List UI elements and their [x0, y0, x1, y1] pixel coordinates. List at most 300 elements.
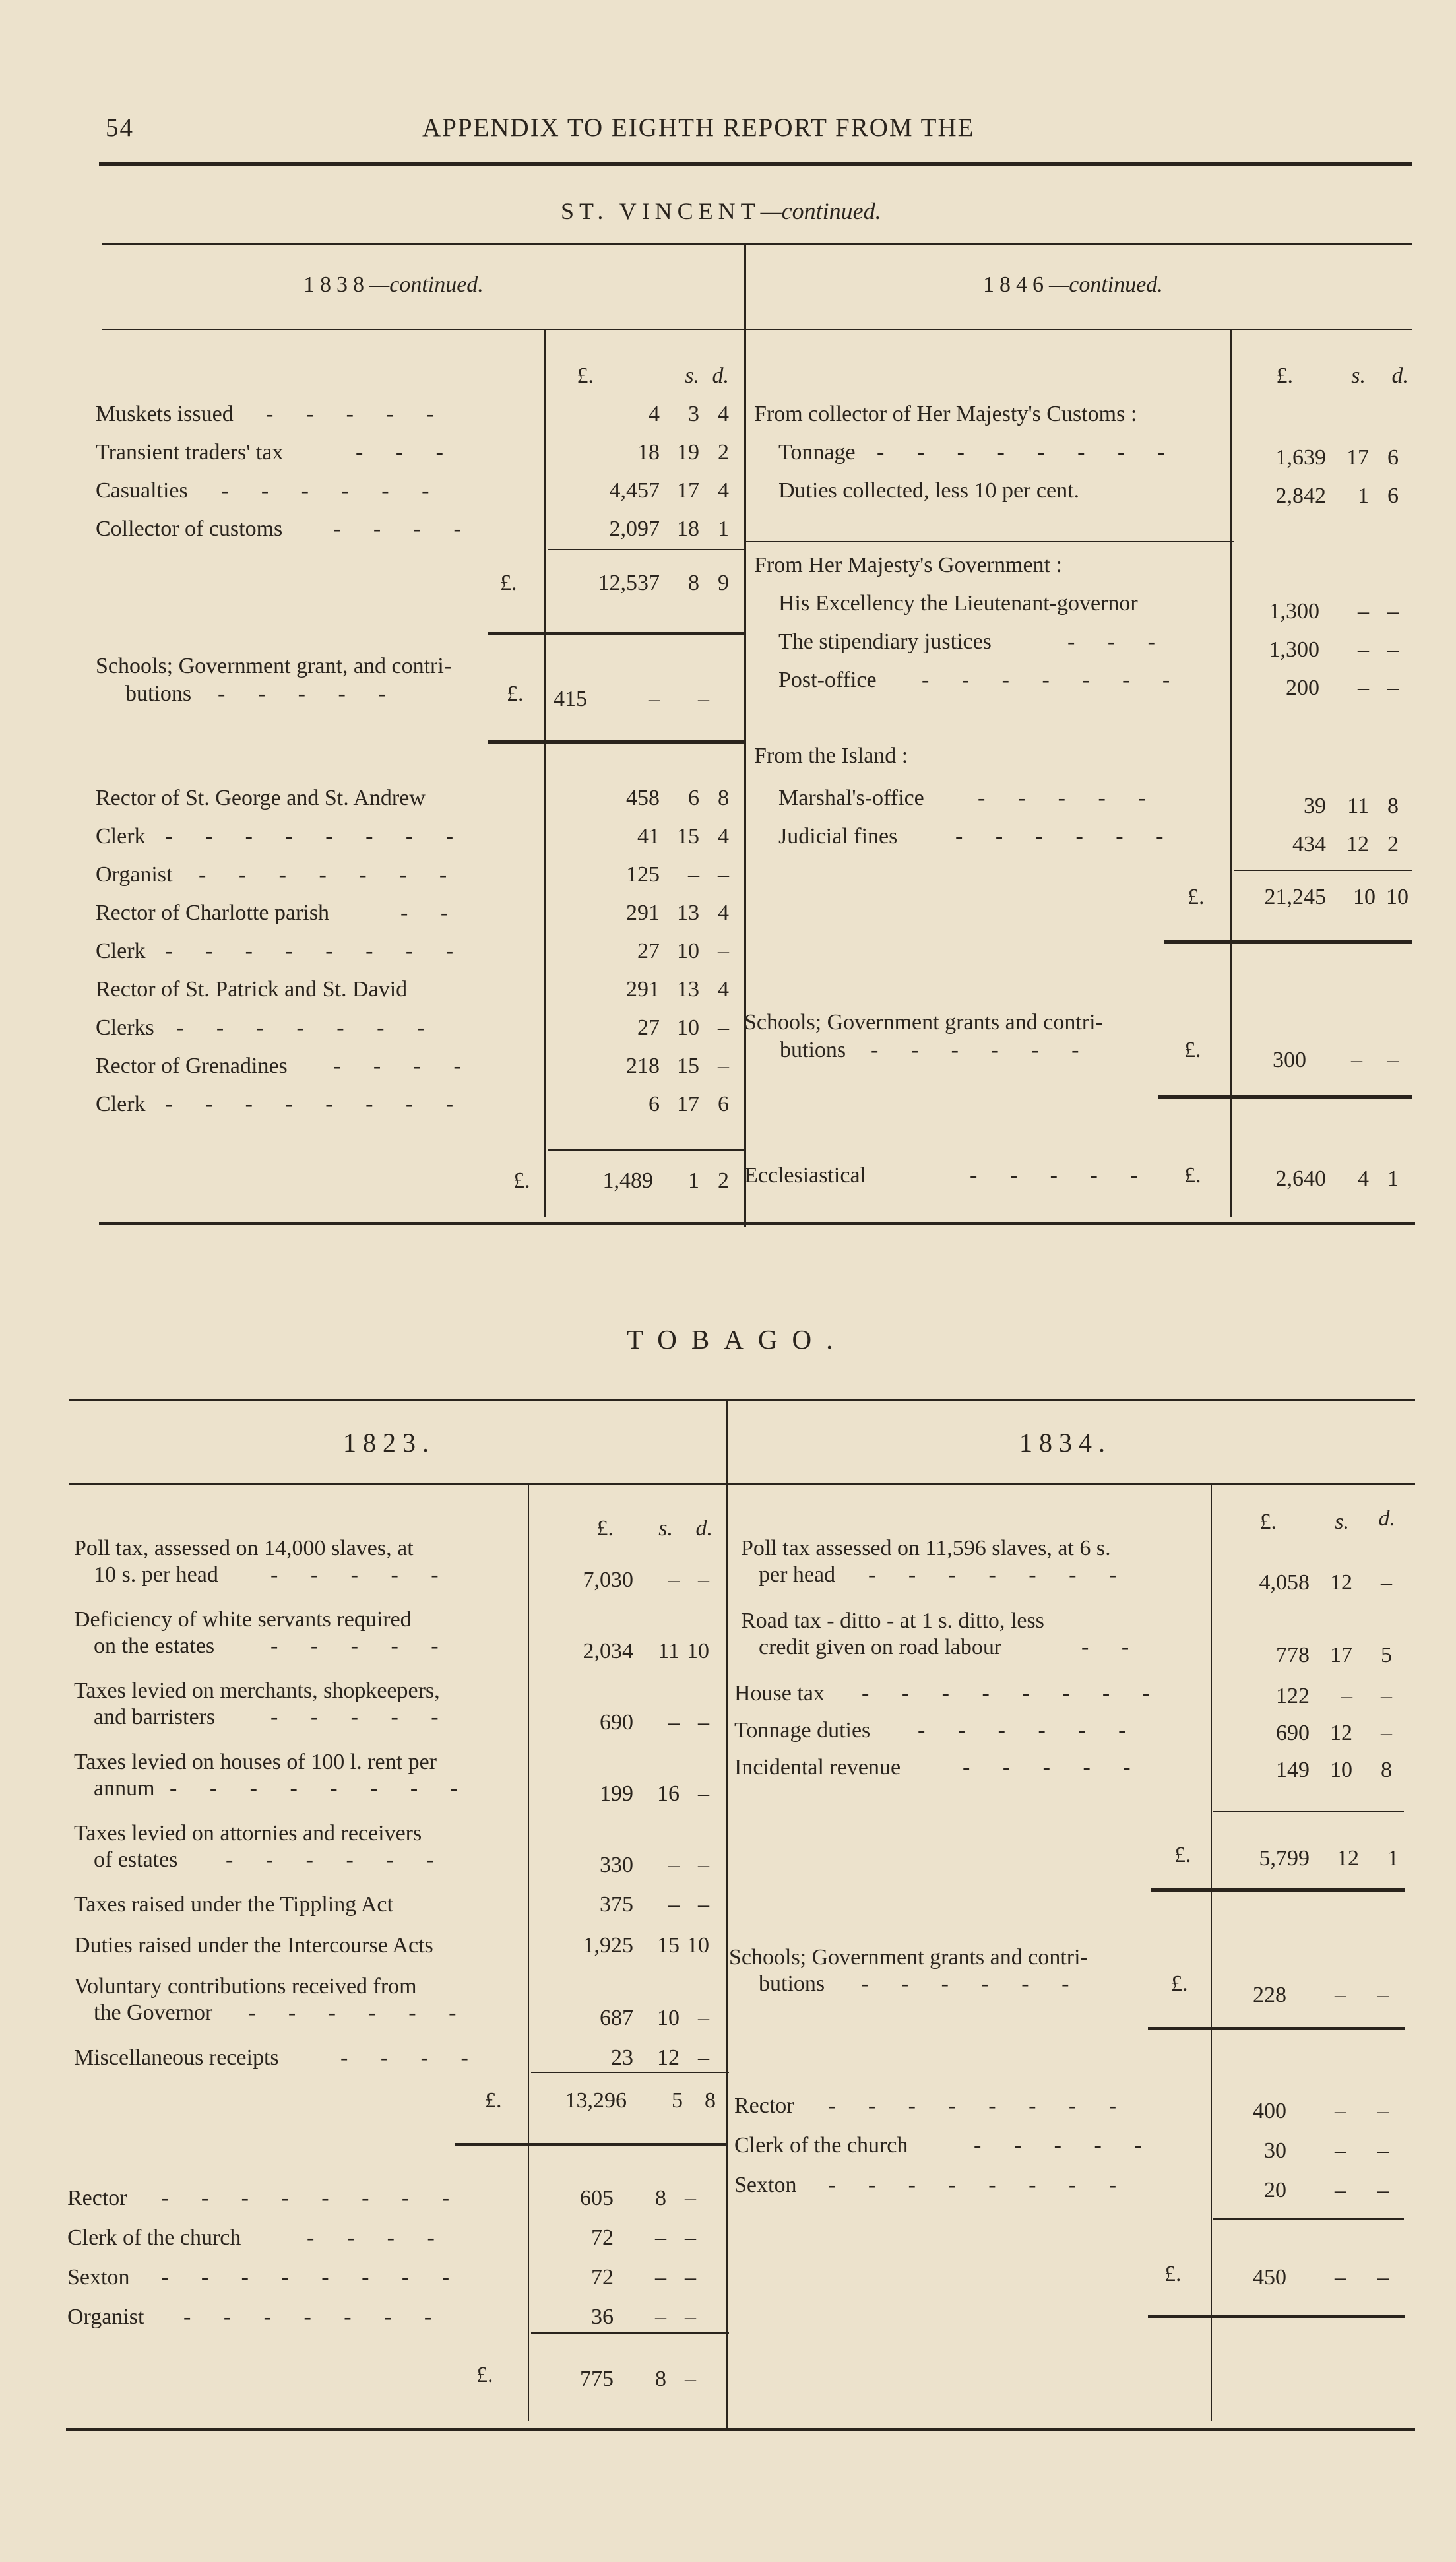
- sv-right-island-row-pence: 8: [1387, 794, 1399, 818]
- tb-right-ecc-leader: - - - - - - - -: [828, 2094, 1121, 2118]
- sv-right-total-shillings: 10: [1353, 885, 1376, 909]
- sv-left-ecc-row-shillings: 17: [677, 1092, 699, 1116]
- tb-right-schools-shillings: –: [1335, 1983, 1346, 2007]
- tb-left-row-pence: –: [698, 1781, 709, 1806]
- tobago-title: TOBAGO.: [627, 1324, 848, 1355]
- tb-right-subtotal-rule: [1213, 1811, 1404, 1812]
- tb-right-total1-shillings: 12: [1337, 1846, 1359, 1871]
- tb-left-row-line2: the Governor: [94, 2001, 213, 2025]
- tb-left-row-line1: Taxes levied on houses of 100 l. rent per: [74, 1750, 437, 1774]
- sv-left-row-shillings: 3: [688, 402, 699, 426]
- tb-left-ecc-row-shillings: –: [655, 2265, 666, 2290]
- sv-left-schools-pounds: 415: [554, 687, 587, 711]
- sv-left-ecc-row-pence: 4: [718, 901, 729, 925]
- sv-right-customs-row-shillings: 17: [1346, 445, 1369, 470]
- tb-right-ecc-row-shillings: –: [1335, 2099, 1346, 2123]
- header-rule: [99, 162, 1412, 166]
- page-title: APPENDIX TO EIGHTH REPORT FROM THE: [422, 113, 975, 142]
- sv-left-row-label: Transient traders' tax: [96, 440, 284, 464]
- sv-right-island-heading: From the Island :: [754, 744, 908, 768]
- sv-left-schools-pence: –: [698, 687, 709, 711]
- tb-right-row-pounds: 690: [1276, 1721, 1310, 1745]
- tb-right-row-pence: –: [1381, 1570, 1392, 1595]
- sv-left-ecc-leader: - - - - - - - -: [165, 939, 458, 963]
- sv-left-shillings-header: s.: [685, 364, 699, 388]
- tb-left-shillings-header: s.: [658, 1516, 673, 1541]
- stvincent-subheader-rule: [102, 329, 1412, 330]
- tb-left-ecc-row-pounds: 72: [591, 2226, 614, 2250]
- tb-left-ecc-row-pounds: 605: [580, 2186, 614, 2210]
- tb-left-ecc-row-pence: –: [685, 2305, 696, 2329]
- stvincent-right-year: 1846—continued.: [983, 272, 1163, 297]
- tb-right-row-pounds: 149: [1276, 1758, 1310, 1782]
- sv-right-schools-pence: –: [1387, 1048, 1399, 1072]
- tb-left-ecc-row-pence: –: [685, 2226, 696, 2250]
- tb-right-pounds-header: £.: [1259, 1510, 1277, 1534]
- sv-right-govt-row-shillings: –: [1358, 676, 1369, 700]
- sv-right-island-row-pounds: 434: [1292, 832, 1326, 856]
- tb-left-row-pounds: 199: [600, 1781, 633, 1806]
- tb-right-row-pounds: 122: [1276, 1684, 1310, 1708]
- sv-right-island-row-pounds: 39: [1304, 794, 1326, 818]
- tb-right-total2-label: £.: [1164, 2262, 1182, 2286]
- sv-left-row-shillings: 17: [677, 478, 699, 503]
- sv-right-ecc-pounds: 2,640: [1275, 1167, 1326, 1191]
- sv-right-ecc-shillings: 4: [1358, 1167, 1369, 1191]
- tb-right-row-line1: Poll tax assessed on 11,596 slaves, at 6 s.: [741, 1536, 1111, 1560]
- sv-right-govt-row-pounds: 1,300: [1269, 637, 1319, 662]
- sv-left-ecc-label: Rector of Charlotte parish: [96, 901, 330, 925]
- sv-right-schools-line1: Schools; Government grants and contri-: [744, 1010, 1103, 1035]
- tobago-left-year: 1823.: [343, 1428, 435, 1457]
- tb-left-row-pence: 10: [687, 1639, 709, 1663]
- sv-left-total2-label: £.: [513, 1169, 530, 1193]
- tb-right-row-leader: - - - - - - -: [868, 1562, 1121, 1587]
- tb-right-ecc-leader: - - - - - - - -: [828, 2173, 1121, 2197]
- sv-left-row-label: Muskets issued: [96, 402, 234, 426]
- sv-left-schools-cur: £.: [507, 682, 524, 706]
- sv-left-ecc-row-pence: –: [718, 1015, 729, 1040]
- tobago-bottom-rule: [66, 2428, 1415, 2431]
- sv-left-pounds-header: £.: [577, 364, 594, 388]
- tb-left-row-pounds: 23: [611, 2045, 633, 2070]
- tb-left-row-line1: Taxes levied on attornies and receivers: [74, 1821, 422, 1845]
- tb-left-row-pounds: 330: [600, 1853, 633, 1877]
- tb-left-ecc-row-shillings: 8: [655, 2186, 666, 2210]
- sv-left-ecc-row-pounds: 218: [626, 1054, 660, 1078]
- sv-right-customs-heading: From collector of Her Majesty's Customs :: [754, 402, 1137, 426]
- tb-right-row-line1: Tonnage duties: [734, 1718, 871, 1743]
- sv-right-island-row-shillings: 12: [1346, 832, 1369, 856]
- tobago-top-rule: [69, 1399, 1415, 1401]
- tobago-right-year: 1834.: [1019, 1428, 1112, 1457]
- stvincent-left-year: 1838—continued.: [303, 272, 484, 297]
- sv-right-customs-row-pounds: 2,842: [1275, 484, 1326, 508]
- sv-right-govt-row-shillings: –: [1358, 637, 1369, 662]
- sv-left-schools-line2: butions: [125, 682, 192, 706]
- sv-left-ecc-row-shillings: –: [688, 862, 699, 887]
- sv-left-total1-label: £.: [500, 571, 517, 595]
- stvincent-bottom-rule: [99, 1222, 1415, 1225]
- sv-left-row-pounds: 18: [637, 440, 660, 464]
- sv-left-ecc-row-pence: –: [718, 1054, 729, 1078]
- tb-left-ecc-leader: - - - - - - -: [183, 2305, 436, 2329]
- tb-right-row-pence: 5: [1381, 1643, 1392, 1667]
- tb-left-row-shillings: 10: [657, 2006, 680, 2030]
- sv-left-ecc-row-pounds: 41: [637, 824, 660, 849]
- tb-left-row-pence: –: [698, 2006, 709, 2030]
- tb-right-row-line2: per head: [759, 1562, 836, 1587]
- tb-left-row-shillings: –: [668, 1568, 680, 1592]
- tb-left-ecc-subtotal-rule: [531, 2332, 729, 2334]
- sv-left-schools-rule: [488, 740, 745, 744]
- tb-left-row-pence: 10: [687, 1933, 709, 1958]
- sv-left-ecc-label: Clerk: [96, 1092, 146, 1116]
- tb-right-total2-shillings: –: [1335, 2265, 1346, 2290]
- tb-right-ecc-label: Sexton: [734, 2173, 797, 2197]
- tb-right-ecc-row-pence: –: [1377, 2138, 1389, 2163]
- tb-left-row-pence: –: [698, 2045, 709, 2070]
- sv-left-ecc-row-pence: 6: [718, 1092, 729, 1116]
- sv-left-ecc-row-shillings: 6: [688, 786, 699, 810]
- sv-left-total1-rule: [488, 632, 745, 635]
- tb-right-shillings-header: s.: [1335, 1510, 1349, 1534]
- tb-left-row-line2: on the estates: [94, 1634, 215, 1658]
- tb-right-total1-pounds: 5,799: [1259, 1846, 1310, 1871]
- sv-left-ecc-row-pence: 4: [718, 977, 729, 1002]
- tb-right-row-pounds: 778: [1276, 1643, 1310, 1667]
- sv-right-govt-row-pence: –: [1387, 676, 1399, 700]
- tb-left-total1-label: £.: [485, 2088, 502, 2113]
- sv-left-total2-pence: 2: [718, 1169, 729, 1193]
- tb-left-ecc-row-pence: –: [685, 2186, 696, 2210]
- tb-left-row-line1: Taxes levied on merchants, shopkeepers,: [74, 1679, 440, 1703]
- sv-left-ecc-row-shillings: 15: [677, 1054, 699, 1078]
- page-number: 54: [106, 113, 134, 142]
- sv-left-row-pence: 1: [718, 517, 729, 541]
- sv-left-row-pence: 2: [718, 440, 729, 464]
- sv-left-ecc-label: Organist: [96, 862, 173, 887]
- tb-right-ecc-label: Clerk of the church: [734, 2133, 908, 2158]
- tb-left-row-pounds: 690: [600, 1710, 633, 1735]
- tb-left-row-line2: 10 s. per head: [94, 1562, 218, 1587]
- tb-right-row-pounds: 4,058: [1259, 1570, 1310, 1595]
- tb-right-total1-label: £.: [1174, 1843, 1191, 1867]
- tb-right-ecc-row-shillings: –: [1335, 2178, 1346, 2202]
- sv-right-total-pence: 10: [1386, 885, 1409, 909]
- stvincent-top-rule: [102, 243, 1412, 245]
- sv-right-schools-cur: £.: [1184, 1038, 1201, 1062]
- tb-left-ecc-leader: - - - - - - - -: [161, 2186, 454, 2210]
- sv-right-island-rule: [1234, 870, 1412, 871]
- tb-left-row-line2: annum: [94, 1776, 155, 1801]
- tb-right-schools-line1: Schools; Government grants and contri-: [729, 1945, 1088, 1970]
- sv-left-total1-shillings: 8: [688, 571, 699, 595]
- tb-right-row-line1: Incidental revenue: [734, 1755, 901, 1779]
- tb-left-subtotal-rule: [531, 2072, 729, 2073]
- tobago-subheader-rule: [69, 1483, 1415, 1485]
- tb-left-row-line1: Taxes raised under the Tippling Act: [74, 1892, 393, 1917]
- sv-right-govt-row-shillings: –: [1358, 599, 1369, 624]
- sv-right-total-label: £.: [1187, 885, 1205, 909]
- tobago-center-divider: [726, 1400, 728, 2429]
- sv-left-ecc-row-pence: –: [718, 862, 729, 887]
- sv-left-schools-line1: Schools; Government grant, and contri-: [96, 654, 452, 678]
- tb-right-ecc-leader: - - - - -: [974, 2133, 1146, 2158]
- tb-right-ecc-label: Rector: [734, 2094, 794, 2118]
- tb-left-row-leader: - - - - - -: [226, 1847, 438, 1872]
- sv-left-ecc-label: Clerk: [96, 824, 146, 849]
- tb-left-ecc-row-shillings: –: [655, 2226, 666, 2250]
- tb-right-row-shillings: 10: [1330, 1758, 1352, 1782]
- sv-left-ecc-leader: - - - - - - - -: [165, 1092, 458, 1116]
- tb-left-row-leader: - - - - -: [270, 1562, 443, 1587]
- tb-left-row-line1: Deficiency of white servants required: [74, 1607, 412, 1632]
- sv-right-govt-row-pence: –: [1387, 637, 1399, 662]
- tb-left-row-leader: - - - - - -: [248, 2001, 460, 2025]
- sv-left-ecc-row-pounds: 27: [637, 1015, 660, 1040]
- sv-left-ecc-leader: - - - -: [333, 1054, 465, 1078]
- sv-left-subtotal-rule: [548, 549, 745, 550]
- tb-left-pounds-header: £.: [596, 1516, 614, 1541]
- tb-left-ecc-row-pounds: 36: [591, 2305, 614, 2329]
- tb-left-total1-shillings: 5: [672, 2088, 683, 2113]
- sv-left-ecc-row-pounds: 27: [637, 939, 660, 963]
- sv-left-row-pence: 4: [718, 478, 729, 503]
- tb-right-schools-cur: £.: [1171, 1971, 1188, 1996]
- tb-right-total2-rule: [1148, 2315, 1405, 2318]
- sv-left-total2-shillings: 1: [688, 1169, 699, 1193]
- sv-right-schools-line2: butions: [780, 1038, 846, 1062]
- sv-left-row-leader: - - - -: [333, 517, 465, 541]
- tb-right-schools-line2: butions: [759, 1971, 825, 1996]
- sv-right-island-row-shillings: 11: [1347, 794, 1369, 818]
- tb-left-row-shillings: –: [668, 1853, 680, 1877]
- sv-left-ecc-leader: - -: [400, 901, 453, 925]
- tb-left-row-pence: –: [698, 1710, 709, 1735]
- tb-left-ecc-row-pounds: 72: [591, 2265, 614, 2290]
- sv-right-schools-shillings: –: [1351, 1048, 1362, 1072]
- sv-right-island-label: Marshal's-office: [778, 786, 924, 810]
- stvincent-title: ST. VINCENT—continued.: [561, 198, 881, 224]
- sv-left-ecc-row-pence: 8: [718, 786, 729, 810]
- sv-right-customs-row-shillings: 1: [1358, 484, 1369, 508]
- sv-left-ecc-row-pounds: 291: [626, 901, 660, 925]
- sv-left-ecc-row-shillings: 13: [677, 901, 699, 925]
- tb-left-ecc-row-pence: –: [685, 2265, 696, 2290]
- tb-left-total1-pounds: 13,296: [565, 2088, 627, 2113]
- tb-right-ecc-row-pounds: 30: [1264, 2138, 1286, 2163]
- tb-left-row-line2: of estates: [94, 1847, 178, 1872]
- sv-left-ecc-label: Rector of Grenadines: [96, 1054, 288, 1078]
- sv-left-ecc-row-shillings: 15: [677, 824, 699, 849]
- tb-left-row-line2: and barristers: [94, 1705, 216, 1729]
- tb-right-row-shillings: 17: [1330, 1643, 1352, 1667]
- tb-left-row-leader: - - - - -: [270, 1705, 443, 1729]
- sv-left-ecc-row-pounds: 458: [626, 786, 660, 810]
- tb-left-row-pounds: 2,034: [583, 1639, 633, 1663]
- tb-left-row-line1: Voluntary contributions received from: [74, 1974, 417, 1999]
- sv-left-ecc-row-pounds: 291: [626, 977, 660, 1002]
- sv-right-govt-leader: - - - - - - -: [922, 668, 1174, 692]
- sv-right-customs-row-pence: 6: [1387, 445, 1399, 470]
- tb-right-row-line2: credit given on road labour: [759, 1635, 1002, 1659]
- sv-left-row-shillings: 19: [677, 440, 699, 464]
- tb-left-total1-rule: [455, 2143, 726, 2146]
- sv-right-schools-rule: [1158, 1095, 1412, 1099]
- stvincent-center-divider: [744, 244, 746, 1227]
- tb-right-row-pence: –: [1381, 1684, 1392, 1708]
- tb-right-schools-leader: - - - - - -: [861, 1971, 1073, 1996]
- tb-right-ecc-row-pence: –: [1377, 2178, 1389, 2202]
- sv-left-ecc-row-pence: –: [718, 939, 729, 963]
- sv-left-ecc-row-shillings: 10: [677, 939, 699, 963]
- tb-right-schools-pence: –: [1377, 1983, 1389, 2007]
- sv-left-row-pounds: 2,097: [609, 517, 660, 541]
- sv-right-ecc-pence: 1: [1387, 1167, 1399, 1191]
- sv-right-ecc-label: Ecclesiastical: [744, 1163, 867, 1188]
- tb-left-row-pence: –: [698, 1568, 709, 1592]
- tb-right-schools-rule: [1148, 2027, 1405, 2030]
- sv-right-island-label: Judicial fines: [778, 824, 898, 849]
- tb-left-row-leader: - - - - -: [270, 1634, 443, 1658]
- tb-left-ecc-label: Clerk of the church: [67, 2226, 241, 2250]
- tb-right-pence-header: d.: [1378, 1506, 1395, 1531]
- sv-right-customs-label: Tonnage: [778, 440, 856, 464]
- sv-left-ecc-subtotal-rule: [548, 1149, 745, 1151]
- tb-left-row-pounds: 375: [600, 1892, 633, 1917]
- sv-left-total1-pence: 9: [718, 571, 729, 595]
- sv-left-row-pounds: 4: [649, 402, 660, 426]
- tb-left-row-leader: - - - - - - - -: [170, 1776, 462, 1801]
- tb-left-row-line1: Duties raised under the Intercourse Acts: [74, 1933, 433, 1958]
- tb-right-ecc-row-pounds: 400: [1253, 2099, 1286, 2123]
- sv-left-ecc-label: Rector of St. George and St. Andrew: [96, 786, 426, 810]
- tb-right-row-leader: - - - - - -: [918, 1718, 1130, 1743]
- sv-left-row-leader: - - - - -: [266, 402, 438, 426]
- sv-left-ecc-leader: - - - - - - - -: [165, 824, 458, 849]
- tb-left-total2-pounds: 775: [580, 2367, 614, 2391]
- tb-left-ecc-label: Rector: [67, 2186, 127, 2210]
- tb-right-ecc-row-pence: –: [1377, 2099, 1389, 2123]
- tb-right-row-leader: - - - - -: [963, 1755, 1135, 1779]
- sv-right-govt-row-pounds: 1,300: [1269, 599, 1319, 624]
- sv-left-ecc-leader: - - - - - - -: [199, 862, 451, 887]
- tb-left-row-shillings: –: [668, 1892, 680, 1917]
- tb-left-row-line1: Miscellaneous receipts: [74, 2045, 279, 2070]
- tb-left-row-shillings: 11: [658, 1639, 680, 1663]
- sv-right-govt-label: Post-office: [778, 668, 877, 692]
- tb-right-row-pence: 8: [1381, 1758, 1392, 1782]
- tb-left-ecc-leader: - - - -: [307, 2226, 439, 2250]
- sv-right-customs-row-pence: 6: [1387, 484, 1399, 508]
- sv-right-govt-label: His Excellency the Lieutenant-governor: [778, 591, 1138, 616]
- sv-right-island-leader: - - - - - -: [955, 824, 1168, 849]
- tb-right-row-leader: - - - - - - - -: [862, 1681, 1155, 1706]
- tb-right-ecc-row-shillings: –: [1335, 2138, 1346, 2163]
- sv-right-govt-leader: - - -: [1067, 629, 1159, 654]
- sv-left-row-leader: - - -: [356, 440, 447, 464]
- sv-right-total-pounds: 21,245: [1264, 885, 1326, 909]
- sv-right-ecc-leader: - - - - -: [970, 1163, 1142, 1188]
- sv-left-schools-shillings: –: [649, 687, 660, 711]
- tb-left-total1-pence: 8: [705, 2088, 716, 2113]
- tb-left-total2-pence: –: [685, 2367, 696, 2391]
- tb-right-row-shillings: –: [1341, 1684, 1352, 1708]
- tb-right-row-leader: - -: [1081, 1635, 1133, 1659]
- tb-left-row-line1: Poll tax, assessed on 14,000 slaves, at: [74, 1536, 414, 1560]
- sv-left-row-shillings: 18: [677, 517, 699, 541]
- sv-left-ecc-row-pounds: 6: [649, 1092, 660, 1116]
- tb-left-row-pence: –: [698, 1853, 709, 1877]
- sv-left-row-leader: - - - - - -: [221, 478, 433, 503]
- tb-right-schools-pounds: 228: [1253, 1983, 1286, 2007]
- sv-left-total2-pounds: 1,489: [602, 1169, 653, 1193]
- sv-right-govt-label: The stipendiary justices: [778, 629, 992, 654]
- sv-right-pounds-header: £.: [1276, 364, 1293, 388]
- sv-left-ecc-label: Clerks: [96, 1015, 154, 1040]
- tb-left-row-shillings: 16: [657, 1781, 680, 1806]
- tb-left-row-leader: - - - -: [340, 2045, 472, 2070]
- sv-right-govt-row-pounds: 200: [1286, 676, 1319, 700]
- tb-right-total1-rule: [1151, 1888, 1405, 1892]
- tb-left-row-pounds: 7,030: [583, 1568, 633, 1592]
- sv-right-schools-leader: - - - - - -: [871, 1038, 1083, 1062]
- sv-right-govt-heading: From Her Majesty's Government :: [754, 553, 1062, 577]
- sv-left-ecc-row-shillings: 10: [677, 1015, 699, 1040]
- tb-left-row-pounds: 687: [600, 2006, 633, 2030]
- sv-left-schools-leader: - - - - -: [218, 682, 390, 706]
- tb-left-row-shillings: –: [668, 1710, 680, 1735]
- sv-left-pence-header: d.: [712, 364, 729, 388]
- sv-left-ecc-row-pounds: 125: [626, 862, 660, 887]
- tb-right-row-shillings: 12: [1330, 1721, 1352, 1745]
- sv-left-row-label: Casualties: [96, 478, 188, 503]
- tb-right-row-line1: House tax: [734, 1681, 825, 1706]
- sv-right-island-leader: - - - - -: [978, 786, 1150, 810]
- tb-right-row-shillings: 12: [1330, 1570, 1352, 1595]
- tb-left-ecc-label: Sexton: [67, 2265, 130, 2290]
- tb-right-ecc-subtotal-rule: [1213, 2218, 1404, 2220]
- sv-left-row-label: Collector of customs: [96, 517, 283, 541]
- tb-left-row-pence: –: [698, 1892, 709, 1917]
- tb-left-row-shillings: 15: [657, 1933, 680, 1958]
- sv-right-shillings-header: s.: [1351, 364, 1366, 388]
- sv-right-schools-pounds: 300: [1273, 1048, 1306, 1072]
- sv-right-ecc-cur: £.: [1184, 1163, 1201, 1188]
- sv-left-row-pence: 4: [718, 402, 729, 426]
- tb-left-ecc-leader: - - - - - - - -: [161, 2265, 454, 2290]
- tb-left-row-pounds: 1,925: [583, 1933, 633, 1958]
- sv-right-pence-header: d.: [1391, 364, 1409, 388]
- sv-right-island-row-pence: 2: [1387, 832, 1399, 856]
- sv-left-row-pounds: 4,457: [609, 478, 660, 503]
- sv-left-ecc-label: Rector of St. Patrick and St. David: [96, 977, 408, 1002]
- tb-right-row-line1: Road tax - ditto - at 1 s. ditto, less: [741, 1609, 1044, 1633]
- sv-left-ecc-leader: - - - - - - -: [176, 1015, 429, 1040]
- sv-right-customs-rule: [745, 541, 1234, 542]
- sv-left-ecc-row-shillings: 13: [677, 977, 699, 1002]
- sv-right-customs-leader: - - - - - - - -: [877, 440, 1170, 464]
- sv-left-ecc-label: Clerk: [96, 939, 146, 963]
- tb-left-pence-header: d.: [695, 1516, 712, 1541]
- sv-right-govt-row-pence: –: [1387, 599, 1399, 624]
- tb-right-total2-pounds: 450: [1253, 2265, 1286, 2290]
- sv-left-total1-pounds: 12,537: [598, 571, 660, 595]
- tb-left-total2-label: £.: [476, 2363, 493, 2387]
- tb-left-ecc-label: Organist: [67, 2305, 144, 2329]
- sv-left-ecc-row-pence: 4: [718, 824, 729, 849]
